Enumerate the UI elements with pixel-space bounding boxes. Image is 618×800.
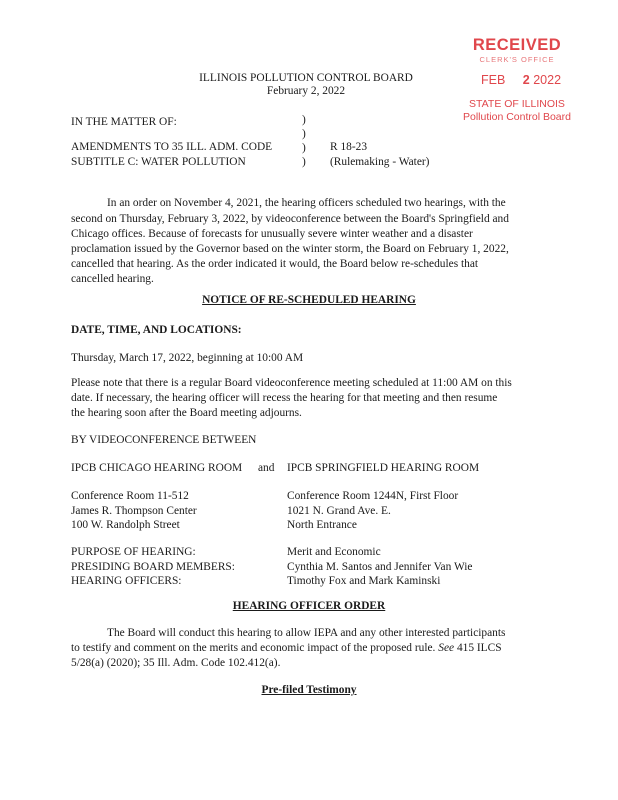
caption-paren: ) <box>302 114 306 126</box>
stamp-received: RECEIVED <box>472 36 562 54</box>
agency-name: ILLINOIS POLLUTION CONTROL BOARD <box>199 72 413 84</box>
springfield-address <box>287 489 458 533</box>
received-stamp <box>455 36 579 64</box>
chicago-room: IPCB CHICAGO HEARING ROOM <box>71 462 243 474</box>
document-header <box>190 72 422 97</box>
rulemaking-type: (Rulemaking - Water) <box>330 156 430 168</box>
address-line: Conference Room 1244N, First Floor <box>287 490 459 502</box>
document-date: February 2, 2022 <box>266 85 346 97</box>
stamp-month: FEB <box>481 73 506 87</box>
detail-labels <box>71 545 235 589</box>
detail-label: HEARING OFFICERS: <box>71 575 182 587</box>
caption-subtitle: SUBTITLE C: WATER POLLUTION <box>71 156 246 168</box>
caption-amendments: AMENDMENTS TO 35 ILL. ADM. CODE <box>71 141 273 153</box>
notice-heading: NOTICE OF RE-SCHEDULED HEARING <box>202 294 416 306</box>
detail-label: PRESIDING BOARD MEMBERS: <box>71 560 235 573</box>
caption-matter: IN THE MATTER OF: <box>71 116 177 128</box>
detail-label: PURPOSE OF HEARING: <box>71 546 196 558</box>
paragraph-line: 5/28(a) (2020); 35 Ill. Adm. Code 102.412(a). <box>71 657 281 669</box>
stamp-state: STATE OF ILLINOIS <box>469 98 565 110</box>
stamp-date <box>481 73 561 87</box>
videoconference-heading: BY VIDEOCONFERENCE BETWEEN <box>71 434 257 446</box>
paragraph-line: the hearing soon after the Board meeting adjourns. <box>71 407 302 419</box>
paragraph-line: date. If necessary, the hearing officer will recess the hearing for that meeting and then resume <box>71 392 498 404</box>
hearing-date: Thursday, March 17, 2022, beginning at 10:00 AM <box>71 352 304 364</box>
stamp-agency <box>446 98 588 124</box>
paragraph-line: cancelled that hearing. As the order indicated it would, the Board below re-schedules that <box>71 258 479 270</box>
officer-order-heading: HEARING OFFICER ORDER <box>232 600 386 612</box>
paragraph-line <box>71 641 502 657</box>
paragraph-line: In an order on November 4, 2021, the hearing officers scheduled two hearings, with the <box>107 197 506 209</box>
stamp-year: 2022 <box>533 73 562 87</box>
chicago-address <box>71 489 197 533</box>
caption-paren: ) <box>302 128 306 140</box>
springfield-room: IPCB SPRINGFIELD HEARING ROOM <box>287 462 480 474</box>
address-line: James R. Thompson Center <box>71 504 197 517</box>
address-line: 1021 N. Grand Ave. E. <box>287 504 391 517</box>
paragraph-text: 415 ILCS <box>456 642 502 654</box>
detail-values <box>287 545 472 589</box>
detail-value: Cynthia M. Santos and Jennifer Van Wie <box>287 560 473 573</box>
prefiled-heading: Pre-filed Testimony <box>261 684 357 696</box>
caption-paren: ) <box>302 142 306 154</box>
address-line: Conference Room 11-512 <box>71 490 189 502</box>
detail-value: Merit and Economic <box>287 546 381 558</box>
rooms-and: and <box>258 462 275 474</box>
stamp-board: Pollution Control Board <box>463 111 571 123</box>
paragraph-line: second on Thursday, February 3, 2022, by videoconference between the Board's Springfield and <box>71 213 509 225</box>
paragraph-text: to testify and comment on the merits and economic impact of the proposed rule. <box>71 642 436 654</box>
address-line: 100 W. Randolph Street <box>71 519 180 531</box>
address-line: North Entrance <box>287 519 357 531</box>
stamp-day: 2 <box>522 73 530 87</box>
paragraph-line: proclamation issued by the Governor based on the winter storm, the Board on February 1, 2022, <box>71 243 509 255</box>
stamp-office: CLERK'S OFFICE <box>479 55 555 64</box>
paragraph-line: cancelled hearing. <box>71 273 154 285</box>
paragraph-line: Chicago offices. Because of forecasts for unusually severe winter weather and a disaster <box>71 228 473 240</box>
see-signal: See <box>438 642 455 654</box>
paragraph-line: Please note that there is a regular Board videoconference meeting scheduled at 11:00 AM on this <box>71 377 512 389</box>
docket-number: R 18-23 <box>330 141 368 153</box>
dtl-heading: DATE, TIME, AND LOCATIONS: <box>71 324 242 336</box>
caption-paren: ) <box>302 156 306 168</box>
detail-value: Timothy Fox and Mark Kaminski <box>287 575 441 587</box>
paragraph-line: The Board will conduct this hearing to allow IEPA and any other interested participants <box>107 627 506 639</box>
